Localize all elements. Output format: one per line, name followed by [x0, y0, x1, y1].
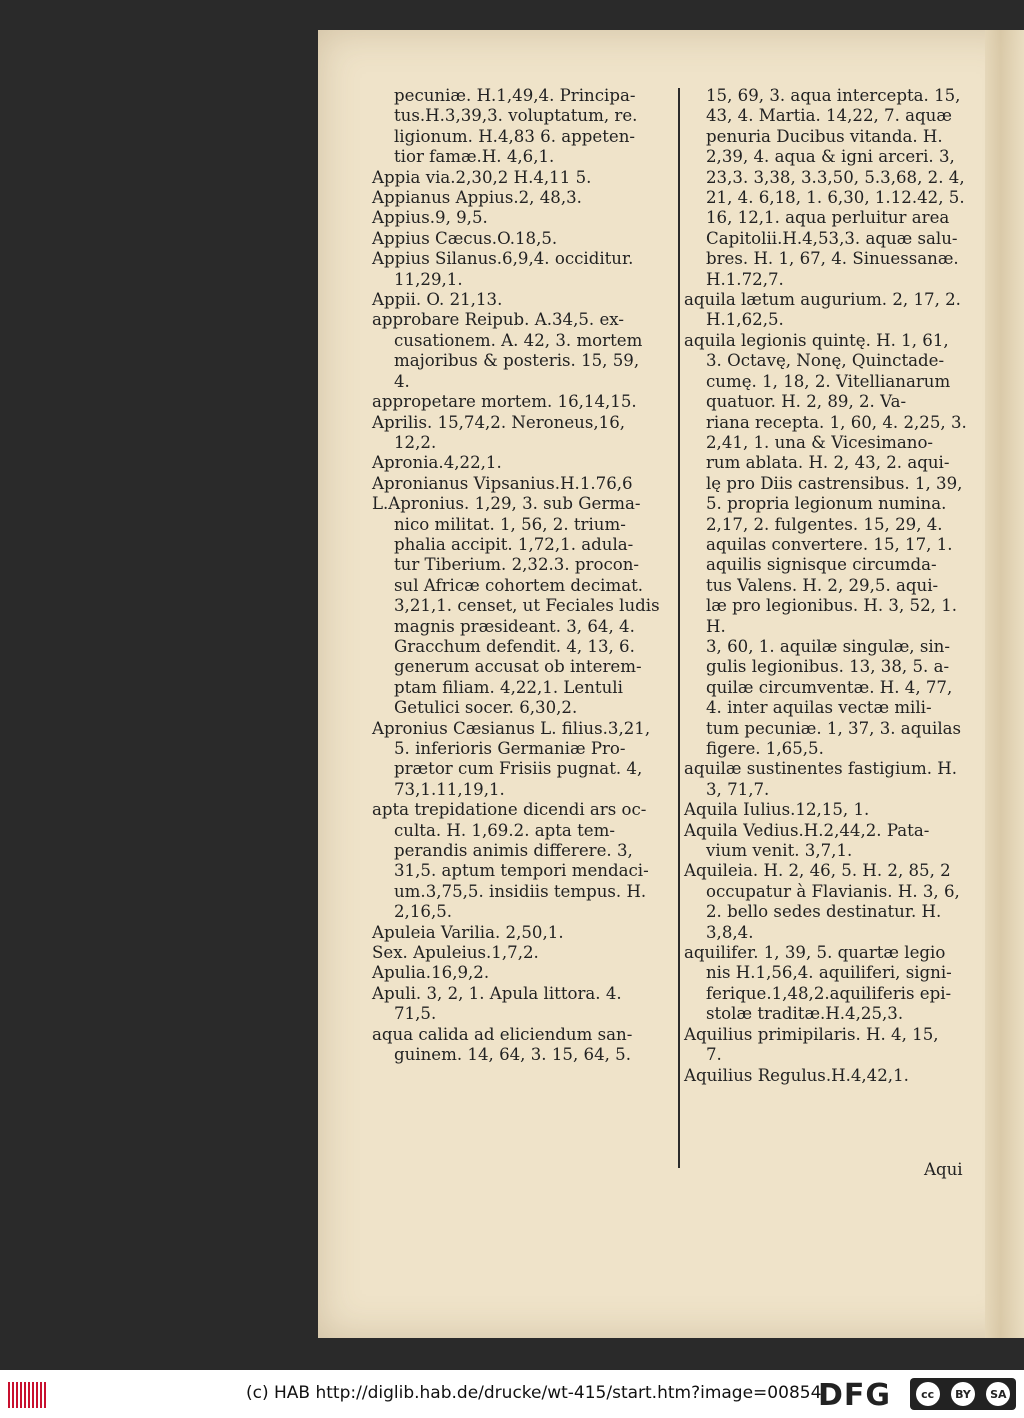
index-line: penuria Ducibus vitanda. H.	[706, 126, 943, 146]
index-line: aqua calida ad eliciendum san-	[372, 1024, 633, 1044]
index-line: 2,16,5.	[394, 902, 453, 922]
index-line: figere. 1,65,5.	[706, 739, 824, 758]
index-line: 4.	[394, 371, 410, 391]
index-line: ptam filiam. 4,22,1. Lentuli	[394, 677, 623, 697]
index-line: tus.H.3,39,3. voluptatum, re.	[394, 106, 638, 126]
index-line: Aquilius primipilaris. H. 4, 15,	[684, 1024, 939, 1044]
dfg-logo: DFG	[818, 1378, 892, 1413]
index-line: Apuli. 3, 2, 1. Apula littora. 4.	[372, 983, 622, 1003]
index-line: tum pecuniæ. 1, 37, 3. aquilas	[706, 718, 962, 738]
index-line: quatuor. H. 2, 89, 2. Va-	[706, 392, 907, 412]
right-index-column	[684, 86, 980, 1086]
index-line: 71,5.	[394, 1004, 437, 1024]
index-line: 4. inter aquilas vectæ mili-	[706, 698, 932, 718]
index-line: phalia accipit. 1,72,1. adula-	[394, 534, 634, 554]
index-line: nis H.1,56,4. aquiliferi, signi-	[706, 963, 952, 983]
index-line: Appius.9, 9,5.	[372, 208, 488, 228]
hab-logo-icon	[8, 1382, 48, 1408]
index-line: 2. bello sedes destinatur. H.	[706, 902, 942, 922]
index-line: tur Tiberium. 2,32.3. procon-	[394, 555, 640, 575]
index-line: generum accusat ob interem-	[394, 657, 642, 677]
index-line: Capitolii.H.4,53,3. aquæ salu-	[706, 228, 958, 248]
index-line: Appii. O. 21,13.	[372, 290, 503, 310]
index-line: Gracchum defendit. 4, 13, 6.	[394, 636, 635, 656]
index-line: Apuleia Varilia. 2,50,1.	[372, 922, 564, 942]
index-line: ligionum. H.4,83 6. appeten-	[394, 126, 636, 146]
index-line: Apronia.4,22,1.	[372, 453, 502, 473]
index-line: magnis præsideant. 3, 64, 4.	[394, 616, 635, 636]
index-line: lę pro Diis castrensibus. 1, 39,	[706, 473, 963, 493]
index-line: Appianus Appius.2, 48,3.	[372, 188, 582, 208]
index-line: Appius Silanus.6,9,4. occiditur.	[372, 249, 634, 269]
index-line: 73,1.11,19,1.	[394, 779, 505, 799]
index-line: majoribus & posteris. 15, 59,	[394, 351, 640, 371]
index-line: occupatur à Flavianis. H. 3, 6,	[706, 881, 960, 901]
index-line: 3. Octavę, Nonę, Quinctade-	[706, 351, 945, 371]
index-line: 21, 4. 6,18, 1. 6,30, 1.12.42, 5.	[706, 188, 965, 208]
index-line: Aquilius Regulus.H.4,42,1.	[684, 1065, 909, 1085]
index-line: 16, 12,1. aqua perluitur area	[706, 208, 950, 228]
index-line: L.Apronius. 1,29, 3. sub Germa-	[372, 494, 641, 514]
cc-license-badge[interactable]	[910, 1378, 1016, 1410]
index-line: H.1,62,5.	[706, 310, 784, 330]
index-line: aquila lætum augurium. 2, 17, 2.	[684, 290, 961, 310]
index-line: 2,41, 1. una & Vicesimano-	[706, 432, 934, 452]
index-line: 11,29,1.	[394, 269, 463, 289]
column-divider	[678, 88, 680, 1168]
index-line: guinem. 14, 64, 3. 15, 64, 5.	[394, 1045, 632, 1065]
index-line: 2,17, 2. fulgentes. 15, 29, 4.	[706, 514, 943, 534]
index-line: 3, 60, 1. aquilæ singulæ, sin-	[706, 636, 950, 656]
index-line: 3,8,4.	[706, 922, 754, 942]
index-line: appropetare mortem. 16,14,15.	[372, 392, 637, 412]
index-line: Sex. Apuleius.1,7,2.	[372, 943, 539, 963]
index-line: 7.	[706, 1045, 722, 1065]
index-line: 23,3. 3,38, 3.3,50, 5.3,68, 2. 4,	[706, 167, 965, 187]
index-line: cumę. 1, 18, 2. Vitellianarum	[706, 371, 951, 391]
index-line: um.3,75,5. insidiis tempus. H.	[394, 881, 647, 901]
index-line: prætor cum Frisiis pugnat. 4,	[394, 759, 643, 779]
index-line: sul Africæ cohortem decimat.	[394, 575, 644, 595]
index-line: apta trepidatione dicendi ars oc-	[372, 800, 647, 820]
index-line: rum ablata. H. 2, 43, 2. aqui-	[706, 453, 950, 473]
index-line: cusationem. A. 42, 3. mortem	[394, 330, 643, 350]
next-page-edge	[985, 30, 1024, 1338]
index-line: quilæ circumventæ. H. 4, 77,	[706, 677, 953, 697]
index-line: 2,39, 4. aqua & igni arceri. 3,	[706, 147, 955, 167]
index-line: tus Valens. H. 2, 29,5. aqui-	[706, 575, 939, 595]
left-index-column	[372, 86, 674, 1066]
index-line: H.1.72,7.	[706, 269, 784, 289]
cc-icon: cc	[916, 1382, 940, 1406]
sa-icon: SA	[986, 1382, 1010, 1406]
index-line: aquilis signisque circumda-	[706, 555, 937, 575]
index-line: vium venit. 3,7,1.	[706, 841, 853, 861]
index-line: ferique.1,48,2.aquiliferis epi-	[706, 983, 952, 1003]
index-line: culta. H. 1,69.2. apta tem-	[394, 820, 615, 840]
index-line: Apronianus Vipsanius.H.1.76,6	[372, 473, 633, 493]
index-line: tior famæ.H. 4,6,1.	[394, 147, 555, 167]
index-line: aquila legionis quintę. H. 1, 61,	[684, 330, 949, 350]
index-line: 31,5. aptum tempori mendaci-	[394, 861, 649, 881]
by-icon: BY	[951, 1382, 975, 1406]
index-line: aquilæ sustinentes fastigium. H.	[684, 759, 958, 779]
index-line: riana recepta. 1, 60, 4. 2,25, 3.	[706, 412, 967, 432]
catchword: Aqui	[924, 1160, 963, 1179]
index-line: 3, 71,7.	[706, 779, 770, 799]
index-line: Apronius Cæsianus L. filius.3,21,	[372, 718, 651, 738]
index-line: 3,21,1. censet, ut Feciales ludis	[394, 596, 660, 616]
index-line: Aprilis. 15,74,2. Neroneus,16,	[372, 412, 626, 432]
index-line: 5. inferioris Germaniæ Pro-	[394, 739, 626, 758]
index-line: pecuniæ. H.1,49,4. Principa-	[394, 86, 636, 105]
index-line: 12,2.	[394, 432, 437, 452]
index-line: Apulia.16,9,2.	[372, 963, 490, 983]
index-line: Aquileia. H. 2, 46, 5. H. 2, 85, 2	[684, 861, 951, 881]
footer-citation[interactable]: (c) HAB http://diglib.hab.de/drucke/wt-415/start.htm?image=00854	[246, 1383, 822, 1403]
index-line: Getulici socer. 6,30,2.	[394, 698, 578, 718]
index-line: Aquila Vedius.H.2,44,2. Pata-	[684, 820, 930, 840]
index-line: stolæ traditæ.H.4,25,3.	[706, 1004, 904, 1024]
index-line: gulis legionibus. 13, 38, 5. a-	[706, 657, 950, 677]
index-line: Appia via.2,30,2 H.4,11 5.	[372, 167, 592, 187]
index-line: perandis animis differere. 3,	[394, 841, 633, 861]
index-line: læ pro legionibus. H. 3, 52, 1. H.	[706, 596, 958, 636]
index-line: aquilifer. 1, 39, 5. quartæ legio	[684, 943, 946, 963]
index-line: 5. propria legionum numina.	[706, 494, 947, 514]
index-line: nico militat. 1, 56, 2. trium-	[394, 514, 626, 534]
index-line: Appius Cæcus.O.18,5.	[372, 228, 558, 248]
index-line: bres. H. 1, 67, 4. Sinuessanæ.	[706, 249, 959, 269]
index-line: Aquila Iulius.12,15, 1.	[684, 800, 870, 820]
index-line: aquilas convertere. 15, 17, 1.	[706, 534, 953, 554]
index-line: 43, 4. Martia. 14,22, 7. aquæ	[706, 106, 952, 126]
index-line: 15, 69, 3. aqua intercepta. 15,	[706, 86, 961, 105]
index-line: approbare Reipub. A.34,5. ex-	[372, 310, 624, 330]
